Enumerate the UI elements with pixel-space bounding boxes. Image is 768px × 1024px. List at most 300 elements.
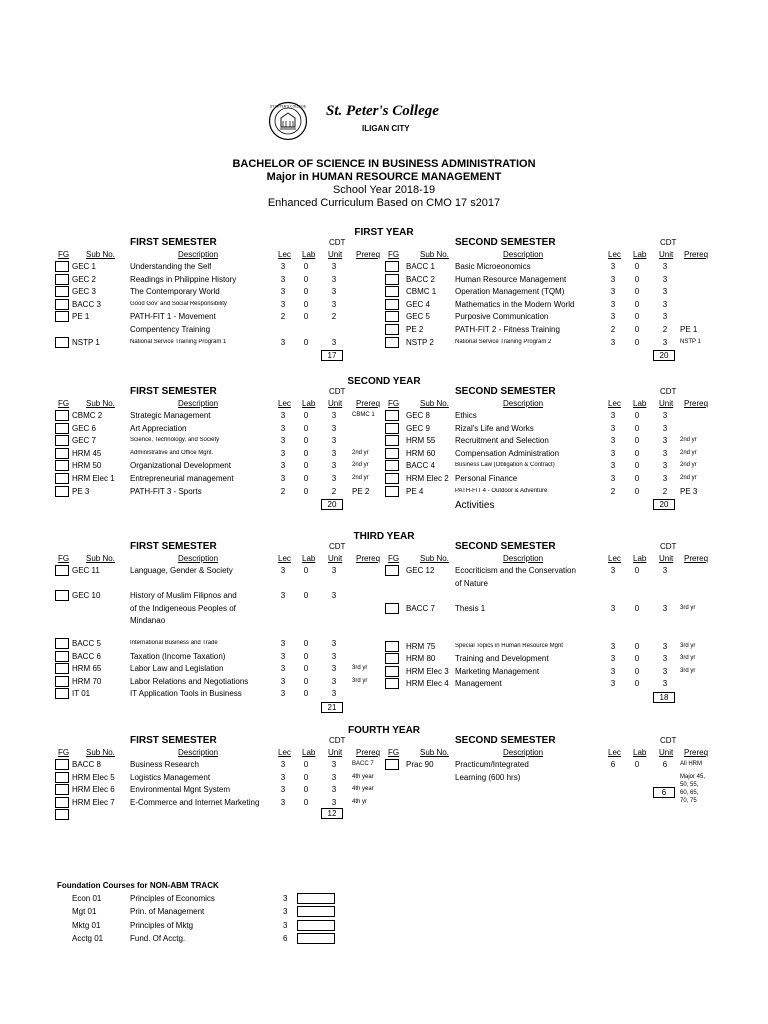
grade-box[interactable]: [55, 299, 69, 310]
grade-box[interactable]: [385, 460, 399, 471]
total-units: 3: [662, 474, 668, 483]
grade-box[interactable]: [385, 653, 399, 664]
subject-description: International Business and Trade: [130, 640, 218, 647]
lec-units: 3: [280, 566, 286, 575]
lab-units: 0: [303, 760, 309, 769]
subject-code: BACC 6: [72, 651, 101, 661]
subject-code: GEC 2: [72, 274, 97, 284]
grade-box[interactable]: [385, 274, 399, 285]
lab-units: 0: [303, 797, 309, 807]
prerequisite: 3rd yr: [680, 604, 696, 611]
grade-box[interactable]: [385, 261, 399, 272]
total-units: 3: [331, 299, 337, 309]
lec-units: 3: [610, 654, 616, 664]
fg-header: FG: [58, 554, 70, 563]
total-units: 3: [662, 423, 668, 433]
total-units: 3: [331, 448, 337, 458]
lab-units: 0: [303, 591, 309, 601]
grade-box[interactable]: [385, 603, 399, 614]
foundation-units: 3: [283, 907, 288, 917]
lec-header: Lec: [278, 399, 291, 408]
subject-description: Taxation (Income Taxation): [130, 651, 226, 661]
total-units: 3: [662, 287, 668, 297]
lec-header: Lec: [608, 250, 621, 259]
subject-description: Strategic Management: [130, 411, 211, 420]
subject-description: Management: [455, 679, 502, 689]
lec-header: Lec: [608, 748, 621, 757]
lec-units: 3: [610, 603, 616, 613]
grade-box[interactable]: [385, 435, 399, 446]
semester-title: SECOND SEMESTER: [455, 386, 556, 397]
lec-units: 3: [280, 664, 286, 674]
grade-box[interactable]: [55, 286, 69, 297]
prereq-header: Prereq: [356, 554, 381, 563]
grade-box[interactable]: [55, 797, 69, 808]
total-units: 3: [331, 639, 337, 649]
grade-box[interactable]: [55, 261, 69, 272]
total-units: 2: [662, 325, 668, 334]
total-units: 3: [331, 423, 337, 433]
cdt-label: CDT: [329, 736, 346, 745]
grade-box[interactable]: [297, 906, 335, 917]
grade-box[interactable]: [55, 473, 69, 484]
subject-code: GEC 3: [72, 287, 97, 297]
total-units: 3: [662, 337, 668, 347]
description-header: Description: [503, 748, 544, 757]
grade-box[interactable]: [55, 772, 69, 783]
lab-units: 0: [634, 679, 640, 689]
svg-text:ST PETER'S COLLEGE: ST PETER'S COLLEGE: [270, 104, 306, 109]
grade-box[interactable]: [385, 286, 399, 297]
year-title: SECOND YEAR: [347, 376, 421, 387]
subject-description: Learning (600 hrs): [455, 772, 521, 782]
prereq-header: Prereq: [356, 748, 381, 757]
lab-units: 0: [303, 772, 309, 782]
grade-box[interactable]: [385, 678, 399, 689]
subject-description: IT Application Tools in Business: [130, 689, 242, 699]
prerequisite: 2nd yr: [680, 437, 697, 444]
lec-units: 3: [610, 448, 616, 458]
grade-box[interactable]: [55, 676, 69, 687]
lec-units: 3: [280, 639, 286, 649]
foundation-name: Fund. Of Acctg.: [130, 933, 186, 943]
grade-box[interactable]: [55, 638, 69, 649]
total-units: 3: [662, 262, 668, 271]
subject-description: PATH-FIT 3 - Sports: [130, 486, 202, 496]
sub-no-header: Sub No.: [86, 399, 115, 408]
subject-description: Understanding the Self: [130, 262, 212, 271]
lab-header: Lab: [302, 250, 316, 259]
sub-no-header: Sub No.: [420, 748, 449, 757]
lab-units: 0: [634, 411, 640, 420]
college-seal-logo: [268, 101, 308, 141]
lab-units: 0: [634, 641, 640, 651]
subject-description: Entrepreneurial management: [130, 474, 234, 483]
lec-units: 3: [280, 785, 286, 795]
prerequisite: 3rd yr: [680, 642, 696, 649]
lec-units: 3: [280, 411, 286, 420]
lec-units: 3: [280, 689, 286, 699]
prerequisite: 4th year: [352, 786, 374, 793]
lab-header: Lab: [302, 399, 316, 408]
subject-code: GEC 8: [406, 411, 431, 420]
grade-box[interactable]: [385, 337, 399, 348]
total-units: 3: [662, 654, 668, 664]
subject-description: Good Gov' and Social Responsibility: [130, 300, 227, 307]
subject-code: NSTP 1: [72, 337, 100, 347]
subject-description: Business Research: [130, 760, 199, 769]
year-title: FIRST YEAR: [354, 227, 414, 238]
lab-units: 0: [303, 436, 309, 446]
lab-units: 0: [303, 448, 309, 458]
sub-no-header: Sub No.: [86, 250, 115, 259]
subject-description: Organizational Development: [130, 461, 231, 471]
lab-units: 0: [634, 448, 640, 458]
semester-title: SECOND SEMESTER: [455, 541, 556, 552]
unit-header: Unit: [659, 250, 674, 259]
sub-no-header: Sub No.: [420, 250, 449, 259]
subject-description: Mathematics in the Modern World: [455, 299, 575, 309]
subject-description: Art Appreciation: [130, 423, 187, 433]
program-title: BACHELOR OF SCIENCE IN BUSINESS ADMINISTRATION: [232, 158, 536, 170]
lab-units: 0: [303, 486, 309, 496]
lec-header: Lec: [608, 554, 621, 563]
cdt-label: CDT: [660, 238, 677, 247]
subject-code: HRM Elec 1: [72, 474, 115, 483]
grade-box[interactable]: [297, 893, 335, 904]
lab-units: 0: [634, 436, 640, 446]
prerequisite: All HRM: [680, 761, 702, 767]
lab-header: Lab: [633, 554, 647, 563]
lec-units: 3: [280, 262, 286, 271]
subject-code: PE 3: [72, 486, 90, 496]
lab-units: 0: [634, 262, 640, 271]
grade-box[interactable]: [55, 311, 69, 322]
grade-box[interactable]: [385, 299, 399, 310]
foundation-code: Mgt 01: [72, 907, 97, 917]
grade-box[interactable]: [385, 324, 399, 335]
subject-code: BACC 2: [406, 274, 435, 284]
subject-code: GEC 4: [406, 299, 431, 309]
description-header: Description: [503, 250, 544, 259]
grade-box[interactable]: [55, 460, 69, 471]
cdt-label: CDT: [660, 542, 677, 551]
subject-description: E-Commerce and Internet Marketing: [130, 797, 260, 807]
subject-description: History of Muslim Filipnos and: [130, 591, 237, 601]
sub-no-header: Sub No.: [86, 748, 115, 757]
subject-code: GEC 5: [406, 312, 431, 322]
lec-units: 3: [610, 679, 616, 689]
grade-box[interactable]: [297, 920, 335, 931]
prereq-header: Prereq: [684, 748, 709, 757]
subject-code: HRM Elec 6: [72, 785, 115, 795]
lec-units: 2: [280, 486, 286, 496]
grade-box[interactable]: [55, 410, 69, 421]
subject-code: BACC 5: [72, 639, 101, 649]
prerequisite: 2nd yr: [680, 449, 697, 456]
sub-no-header: Sub No.: [420, 554, 449, 563]
grade-box[interactable]: [55, 274, 69, 285]
prerequisite: 50, 55,: [680, 781, 699, 788]
lab-units: 0: [303, 411, 309, 420]
description-header: Description: [178, 748, 219, 757]
lec-units: 3: [610, 299, 616, 309]
grade-box[interactable]: [55, 688, 69, 699]
lab-units: 0: [303, 566, 309, 575]
prerequisite: 2nd yr: [680, 475, 697, 481]
unit-header: Unit: [328, 399, 343, 408]
prerequisite: PE 1: [680, 325, 698, 334]
prerequisite: 3rd yr: [352, 677, 368, 684]
lec-header: Lec: [278, 250, 291, 259]
cdt-label: CDT: [329, 542, 346, 551]
section-extra-text: Activities: [455, 500, 495, 512]
subject-description: of Nature: [455, 578, 488, 588]
lec-units: 3: [280, 474, 286, 483]
subject-description: Mindanao: [130, 616, 166, 626]
major-title: Major in HUMAN RESOURCE MANAGEMENT: [266, 171, 502, 183]
lec-units: 3: [610, 262, 616, 271]
lec-units: 3: [610, 411, 616, 420]
fg-header: FG: [388, 748, 400, 757]
lab-units: 0: [303, 274, 309, 284]
lab-units: 0: [303, 337, 309, 347]
subject-description: Personal Finance: [455, 474, 518, 483]
lab-units: 0: [634, 423, 640, 433]
subject-description: Compensation Administration: [455, 448, 560, 458]
total-units: 3: [331, 411, 337, 420]
prerequisite: 60, 65,: [680, 789, 699, 796]
prerequisite: 2nd yr: [352, 449, 369, 456]
subject-description: Logistics Management: [130, 772, 211, 782]
subject-code: BACC 4: [406, 461, 435, 471]
total-units: 3: [662, 666, 668, 676]
subject-code: CBMC 1: [406, 287, 437, 297]
sub-no-header: Sub No.: [420, 399, 449, 408]
subject-code: HRM Elec 5: [72, 772, 115, 782]
grade-box[interactable]: [385, 423, 399, 434]
foundation-code: Acctg 01: [72, 933, 104, 943]
lab-header: Lab: [633, 748, 647, 757]
grade-box[interactable]: [55, 435, 69, 446]
total-units: 3: [331, 797, 337, 807]
grade-box[interactable]: [55, 590, 69, 601]
grade-box[interactable]: [297, 933, 335, 944]
lec-units: 3: [280, 299, 286, 309]
subject-description: Business Law (Obligation & Contract): [455, 462, 555, 469]
grade-box[interactable]: [55, 337, 69, 348]
lec-units: 3: [280, 448, 286, 458]
lab-units: 0: [303, 299, 309, 309]
grade-box[interactable]: [55, 486, 69, 497]
lab-units: 0: [303, 676, 309, 686]
subject-code: NSTP 2: [406, 337, 434, 347]
lab-units: 0: [303, 651, 309, 661]
lab-units: 0: [634, 312, 640, 322]
cdt-label: CDT: [660, 736, 677, 745]
semester-total-units: 18: [653, 692, 675, 703]
total-units: 2: [331, 486, 337, 496]
college-city: ILIGAN CITY: [362, 124, 410, 133]
grade-box[interactable]: [385, 410, 399, 421]
subject-code: HRM Elec 3: [406, 666, 449, 676]
total-units: 3: [662, 603, 668, 613]
total-units: 3: [331, 461, 337, 471]
fg-header: FG: [58, 748, 70, 757]
cdt-label: CDT: [329, 387, 346, 396]
subject-description: Compentency Training: [130, 325, 211, 334]
semester-total-units: 17: [321, 350, 343, 361]
total-units: 3: [662, 436, 668, 446]
grade-box[interactable]: [385, 759, 399, 770]
foundation-name: Principles of Mktg: [130, 920, 194, 930]
lab-units: 0: [303, 639, 309, 649]
grade-box[interactable]: [385, 311, 399, 322]
lab-header: Lab: [302, 554, 316, 563]
subject-code: GEC 11: [72, 566, 100, 575]
lec-units: 3: [610, 274, 616, 284]
total-units: 3: [331, 566, 337, 575]
lec-units: 3: [280, 591, 286, 601]
total-units: 3: [331, 337, 337, 347]
unit-header: Unit: [328, 554, 343, 563]
total-units: 3: [331, 689, 337, 699]
subject-description: Practicum/Integrated: [455, 760, 529, 769]
subject-code: GEC 10: [72, 591, 101, 601]
foundation-units: 3: [283, 894, 288, 903]
subject-code: GEC 1: [72, 262, 97, 271]
lec-units: 3: [610, 312, 616, 322]
description-header: Description: [178, 554, 219, 563]
grade-box[interactable]: [55, 784, 69, 795]
semester-title: SECOND SEMESTER: [455, 237, 556, 248]
prerequisite: 2nd yr: [352, 475, 369, 481]
grade-box[interactable]: [385, 666, 399, 677]
unit-header: Unit: [659, 399, 674, 408]
lab-units: 0: [634, 474, 640, 483]
semester-total-units: 20: [653, 350, 675, 361]
foundation-code: Econ 01: [72, 894, 102, 903]
grade-box[interactable]: [55, 809, 69, 820]
lec-units: 3: [610, 287, 616, 297]
grade-box[interactable]: [385, 448, 399, 459]
prereq-header: Prereq: [684, 554, 709, 563]
prerequisite: PE 2: [352, 486, 370, 496]
total-units: 3: [662, 679, 668, 689]
subject-code: HRM 80: [406, 654, 436, 664]
semester-title: FIRST SEMESTER: [130, 735, 217, 746]
subject-description: of the Indigeneous Peoples of: [130, 603, 236, 613]
prerequisite: CBMC 1: [352, 412, 375, 418]
lec-units: 3: [610, 641, 616, 651]
subject-code: GEC 12: [406, 566, 435, 575]
lab-units: 0: [634, 566, 640, 575]
fg-header: FG: [58, 399, 70, 408]
grade-box[interactable]: [385, 486, 399, 497]
total-units: 3: [331, 436, 337, 446]
prerequisite: 4th yr: [352, 798, 368, 805]
grade-box[interactable]: [55, 651, 69, 662]
total-units: 3: [331, 591, 337, 601]
subject-code: HRM 65: [72, 664, 102, 674]
grade-box[interactable]: [55, 663, 69, 674]
semester-total-units: 20: [653, 499, 675, 510]
total-units: 3: [662, 312, 668, 322]
lab-units: 0: [634, 654, 640, 664]
subject-code: PE 1: [72, 312, 90, 322]
subject-description: Environmental Mgnt System: [130, 785, 231, 795]
curriculum-note: Enhanced Curriculum Based on CMO 17 s2017: [267, 197, 501, 209]
lec-units: 2: [280, 312, 286, 322]
description-header: Description: [178, 250, 219, 259]
subject-description: PATH-FIT 1 - Movement: [130, 312, 216, 322]
lab-header: Lab: [302, 748, 316, 757]
grade-box[interactable]: [55, 759, 69, 770]
prerequisite: 2nd yr: [352, 462, 369, 469]
prerequisite: PE 3: [680, 486, 698, 496]
subject-description: Administrative and Office Mgnt.: [130, 449, 214, 456]
grade-box[interactable]: [385, 473, 399, 484]
lec-units: 3: [280, 461, 286, 471]
cdt-label: CDT: [329, 238, 346, 247]
total-units: 3: [331, 651, 337, 661]
lec-units: 3: [610, 337, 616, 347]
subject-description: Rizal's Life and Works: [455, 423, 534, 433]
subject-description: The Contemporary World: [130, 287, 220, 297]
subject-code: HRM 55: [406, 436, 436, 446]
subject-code: HRM 60: [406, 448, 436, 458]
total-units: 3: [331, 287, 337, 297]
subject-description: Language, Gender & Society: [130, 566, 233, 575]
grade-box[interactable]: [55, 565, 69, 576]
subject-description: Training and Development: [455, 654, 549, 664]
total-units: 3: [331, 262, 337, 271]
prereq-header: Prereq: [356, 250, 381, 259]
prerequisite: 3rd yr: [680, 667, 696, 674]
subject-description: Science, Technology, and Society: [130, 437, 220, 444]
semester-total-units: 12: [321, 808, 343, 819]
lec-units: 3: [610, 461, 616, 471]
lec-units: 3: [610, 474, 616, 483]
semester-title: FIRST SEMESTER: [130, 237, 217, 248]
fg-header: FG: [388, 399, 400, 408]
total-units: 3: [662, 411, 668, 420]
total-units: 2: [331, 312, 337, 322]
subject-description: Labor Law and Legislation: [130, 664, 224, 674]
lec-units: 6: [610, 760, 616, 769]
year-title: FOURTH YEAR: [347, 725, 421, 736]
grade-box[interactable]: [385, 641, 399, 652]
grade-box[interactable]: [385, 565, 399, 576]
grade-box[interactable]: [55, 448, 69, 459]
subject-description: Human Resource Management: [455, 274, 567, 284]
lab-units: 0: [634, 486, 640, 496]
total-units: 3: [331, 474, 337, 483]
grade-box[interactable]: [55, 423, 69, 434]
lab-units: 0: [634, 760, 640, 769]
subject-description: National Service Training Program 1: [130, 338, 227, 345]
prerequisite: NSTP 1: [680, 338, 701, 345]
subject-code: HRM 70: [72, 676, 102, 686]
lec-header: Lec: [278, 554, 291, 563]
total-units: 3: [331, 664, 337, 674]
total-units: 3: [331, 772, 337, 782]
subject-code: PE 2: [406, 325, 424, 334]
lec-units: 3: [280, 274, 286, 284]
total-units: 3: [331, 676, 337, 686]
subject-description: Ecocriticism and the Conservation: [455, 566, 576, 575]
lec-units: 3: [280, 797, 286, 807]
